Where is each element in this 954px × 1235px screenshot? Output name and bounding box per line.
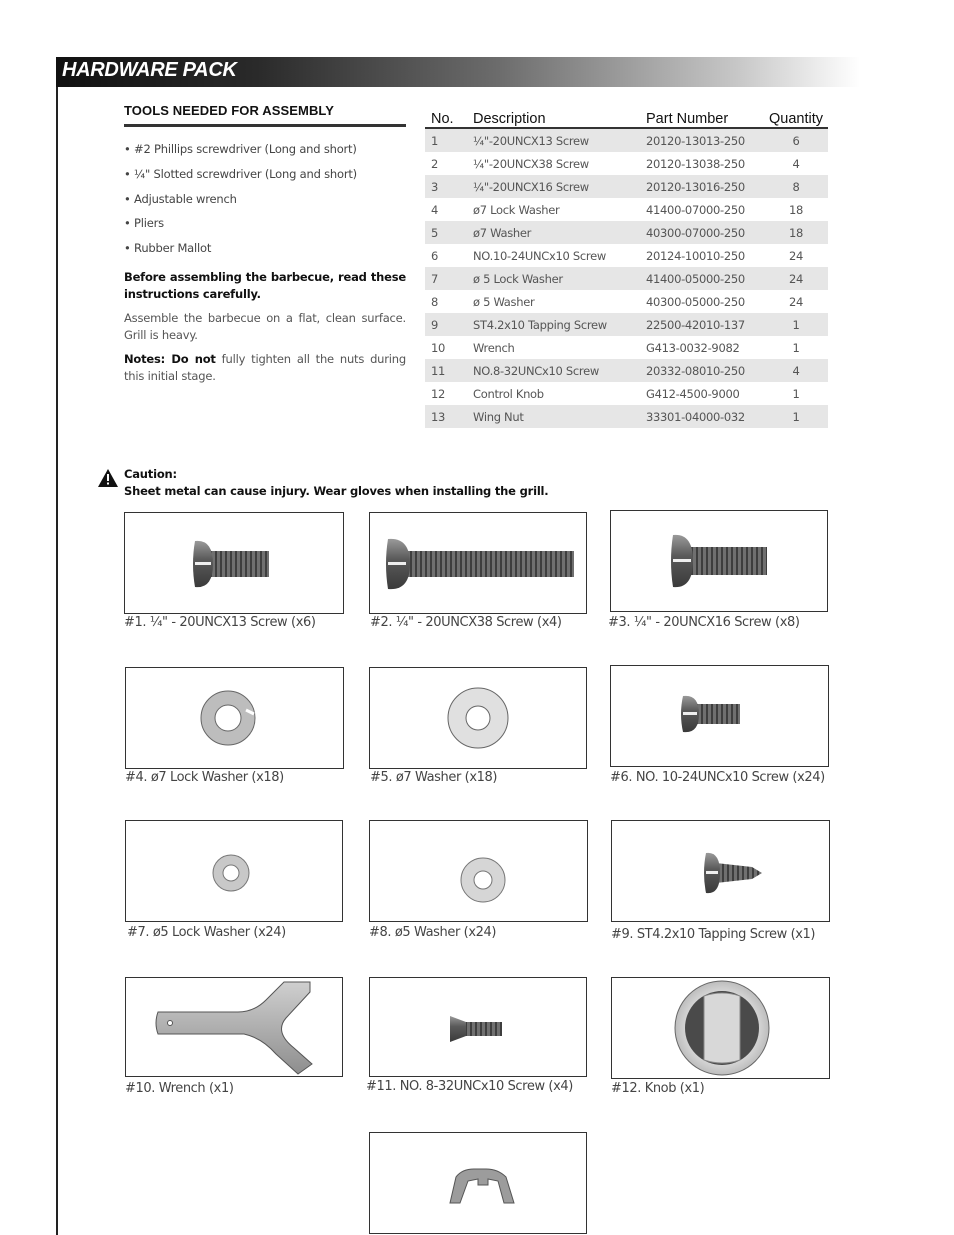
cell-description: ø 5 Washer [473, 294, 535, 309]
section-banner [56, 57, 860, 87]
cell-quantity: 24 [788, 248, 804, 263]
cell-part-number: G412-4500-9000 [646, 386, 740, 401]
part-11-image [369, 977, 587, 1077]
parts-table [425, 105, 828, 428]
part-6-image [610, 665, 829, 767]
tapping-screw-icon [612, 821, 829, 921]
cell-no: 7 [425, 267, 467, 290]
cell-description: ST4.2x10 Tapping Screw [467, 313, 640, 336]
cell-part-number: 40300-05000-250 [646, 294, 745, 309]
cell-quantity: 4 [792, 156, 800, 171]
cell-description: Wrench [473, 340, 515, 355]
table-row [425, 198, 828, 221]
small-lock-washer-icon [126, 821, 342, 921]
cell-quantity: 4 [764, 359, 828, 382]
cell-part-number: 20124-10010-250 [646, 248, 745, 263]
cell-quantity: 18 [764, 221, 828, 244]
part-9-caption: #9. ST4.2x10 Tapping Screw (x1) [611, 927, 816, 942]
flat-head-screw-icon [370, 978, 586, 1076]
flat-washer-icon [370, 668, 586, 768]
left-margin-rule [56, 57, 58, 1235]
read-instructions-note: Before assembling the barbecue, read these instructions carefully. [124, 269, 406, 301]
cell-no: 9 [425, 313, 467, 336]
table-row [425, 336, 828, 359]
cell-no: 4 [431, 202, 439, 217]
cell-part-number: 41400-05000-250 [640, 267, 764, 290]
cell-part-number: 41400-07000-250 [646, 202, 745, 217]
cell-quantity: 1 [792, 340, 800, 355]
knob-icon [612, 978, 829, 1078]
table-row [425, 267, 828, 290]
cell-description: ø7 Lock Washer [473, 202, 560, 217]
col-header-description: Description [467, 105, 640, 128]
tool-item: • ¼" Slotted screwdriver (Long and short) [124, 166, 357, 181]
cell-description: ø7 Washer [467, 221, 640, 244]
wrench-icon [126, 978, 342, 1076]
tools-section [124, 103, 406, 385]
page-title: HARDWARE PACK [62, 59, 237, 81]
cell-description: ¼"-20UNCX38 Screw [473, 156, 589, 171]
part-7-image [125, 820, 343, 922]
part-3-image [610, 510, 828, 612]
part-8-caption: #8. ø5 Washer (x24) [369, 925, 497, 940]
cell-part-number: 33301-04000-032 [640, 405, 764, 428]
cell-no: 13 [425, 405, 467, 428]
part-4-caption: #4. ø7 Lock Washer (x18) [125, 770, 284, 785]
part-9-image [611, 820, 830, 922]
cell-part-number: 40300-07000-250 [640, 221, 764, 244]
table-row [425, 128, 828, 152]
small-flat-washer-icon [370, 821, 587, 921]
small-screw-icon [611, 666, 828, 766]
cell-part-number: 20120-13016-250 [640, 175, 764, 198]
tools-list [124, 141, 406, 265]
part-12-image [611, 977, 830, 1079]
part-2-image [369, 512, 587, 614]
cell-quantity: 24 [788, 294, 804, 309]
col-header-no: No. [425, 105, 467, 128]
cell-description: ¼"-20UNCX16 Screw [467, 175, 640, 198]
cell-no: 6 [431, 248, 439, 263]
tool-item: • Adjustable wrench [124, 191, 237, 206]
part-8-image [369, 820, 588, 922]
cell-quantity: 6 [764, 128, 828, 152]
part-4-image [125, 667, 344, 769]
table-row [425, 152, 828, 175]
cell-no: 1 [425, 128, 467, 152]
table-row [425, 290, 828, 313]
caution-label: Caution: [124, 467, 177, 481]
cell-description: NO.10-24UNCx10 Screw [473, 248, 606, 263]
notes-label: Notes: Do not [124, 351, 216, 366]
col-header-part-number: Part Number [640, 105, 764, 128]
cell-no: 11 [425, 359, 467, 382]
cell-quantity: 18 [788, 202, 804, 217]
surface-note: Assemble the barbecue on a flat, clean surface. Grill is heavy. [124, 310, 406, 342]
part-11-caption: #11. NO. 8-32UNCx10 Screw (x4) [366, 1079, 573, 1094]
cell-part-number: 20332-08010-250 [640, 359, 764, 382]
cell-description: NO.8-32UNCx10 Screw [467, 359, 640, 382]
pan-head-screw-icon [125, 513, 343, 613]
wing-nut-icon [370, 1133, 586, 1233]
cell-no: 3 [425, 175, 467, 198]
cell-part-number: 20120-13013-250 [640, 128, 764, 152]
part-12-caption: #12. Knob (x1) [611, 1081, 705, 1096]
cell-quantity: 1 [764, 405, 828, 428]
cell-no: 2 [431, 156, 439, 171]
warning-triangle-icon [98, 469, 118, 487]
part-13-image [369, 1132, 587, 1234]
tools-heading: TOOLS NEEDED FOR ASSEMBLY [124, 103, 406, 127]
part-7-caption: #7. ø5 Lock Washer (x24) [127, 925, 286, 940]
part-1-image [124, 512, 344, 614]
cell-no: 10 [431, 340, 446, 355]
table-row [425, 244, 828, 267]
tool-item: • Rubber Mallot [124, 241, 212, 256]
part-2-caption: #2. ¼" - 20UNCX38 Screw (x4) [370, 615, 562, 630]
table-row [425, 313, 828, 336]
part-10-caption: #10. Wrench (x1) [125, 1081, 234, 1096]
table-row [425, 359, 828, 382]
cell-description: ¼"-20UNCX13 Screw [467, 128, 640, 152]
caution-text: Sheet metal can cause injury. Wear gloves when installing the grill. [124, 484, 549, 498]
lock-washer-icon [126, 668, 343, 768]
tighten-note [124, 351, 406, 385]
long-pan-head-screw-icon [370, 513, 586, 613]
part-5-image [369, 667, 587, 769]
table-row [425, 382, 828, 405]
cell-no: 12 [431, 386, 446, 401]
notes-text: fully tighten all the nuts during this initial stage. [124, 351, 406, 383]
col-header-quantity: Quantity [764, 105, 828, 128]
tool-item: • #2 Phillips screwdriver (Long and short) [124, 142, 357, 156]
cell-description: ø 5 Lock Washer [467, 267, 640, 290]
part-6-caption: #6. NO. 10-24UNCx10 Screw (x24) [610, 770, 825, 785]
cell-quantity: 1 [764, 313, 828, 336]
cell-no: 5 [425, 221, 467, 244]
cell-part-number: G413-0032-9082 [646, 340, 740, 355]
table-body [425, 128, 828, 428]
cell-quantity: 24 [764, 267, 828, 290]
part-3-caption: #3. ¼" - 20UNCX16 Screw (x8) [608, 615, 800, 630]
cell-quantity: 1 [792, 386, 800, 401]
part-10-image [125, 977, 343, 1077]
cell-no: 8 [431, 294, 439, 309]
table-row [425, 175, 828, 198]
cell-quantity: 8 [764, 175, 828, 198]
cell-description: Wing Nut [467, 405, 640, 428]
cell-part-number: 20120-13038-250 [646, 156, 745, 171]
cell-description: Control Knob [473, 386, 544, 401]
pan-head-screw-icon [611, 511, 827, 611]
tool-item: • Pliers [124, 216, 164, 231]
table-row [425, 405, 828, 428]
cell-part-number: 22500-42010-137 [640, 313, 764, 336]
table-row [425, 221, 828, 244]
part-1-caption: #1. ¼" - 20UNCX13 Screw (x6) [124, 615, 316, 630]
table-header-row [425, 105, 828, 128]
part-5-caption: #5. ø7 Washer (x18) [370, 770, 498, 785]
